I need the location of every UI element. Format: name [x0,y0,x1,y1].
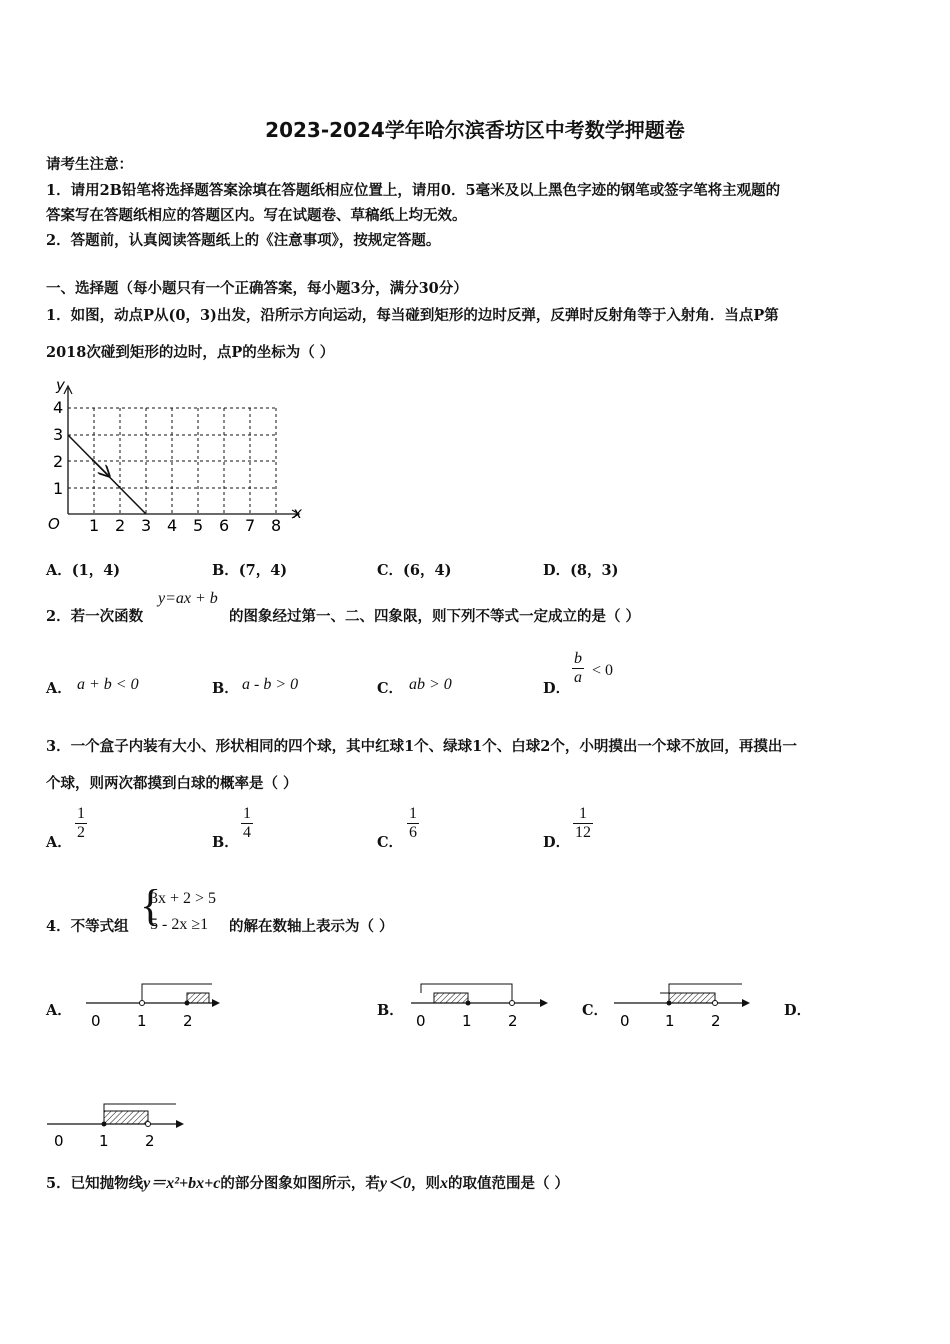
q3-b-num: 1 [243,805,251,822]
q3-d-den: 12 [575,824,591,841]
q1-stem-line2: 2018次碰到矩形的边时，点P的坐标为（ ） [46,344,335,361]
q2-option-c-label[interactable]: C． [377,680,404,697]
q1-y-label: y [56,376,65,394]
q4-d-tick-0: 0 [54,1132,64,1150]
notice-item-2: 2．答题前，认真阅读答题纸上的《注意事项》，按规定答题。 [46,232,441,249]
q1-x-tick: 6 [219,516,230,535]
q1-y-tick: 3 [53,425,64,444]
q4-a-tick-0: 0 [91,1012,101,1030]
q4-ineq-2: 5 - 2x ≥1 [150,916,209,933]
q3-c-den: 6 [409,824,417,841]
q5-stem [46,1170,569,1193]
q1-x-tick: 4 [167,516,178,535]
q3-option-b-label[interactable]: B． [212,834,239,851]
q5-middle: 的部分图象如图所示，若 [220,1175,380,1192]
q3-stem-line2: 个球，则两次都摸到白球的概率是（ ） [46,775,298,792]
q3-stem-line1: 3．一个盒子内装有大小、形状相同的四个球，其中红球1个、绿球1个、白球2个，小明摸出一个球不放回，再摸出一 [46,738,797,755]
q4-option-a-label[interactable]: A． [46,1002,72,1019]
q4-d-tick-2: 2 [145,1132,155,1150]
q1-x-tick: 5 [193,516,204,535]
q4-ineq-1: 3x + 2 > 5 [150,890,217,907]
q1-x-tick: 1 [89,516,100,535]
q1-option-a[interactable]: A．(1，4) [46,562,121,579]
q2-option-b-label[interactable]: B． [212,680,239,697]
q3-option-c-label[interactable]: C． [377,834,404,851]
q1-x-tick: 8 [271,516,282,535]
q2-d-denominator: a [574,669,582,686]
q4-d-tick-1: 1 [99,1132,109,1150]
q3-a-den: 2 [77,824,85,841]
q4-c-tick-0: 0 [620,1012,630,1030]
page-title: 2023-2024学年哈尔滨香坊区中考数学押题卷 [265,118,685,142]
q4-d-number-line[interactable] [47,1104,184,1150]
q1-y-tick: 2 [53,452,64,471]
q5-suffix: 的取值范围是（ ） [447,1175,570,1192]
q4-b-number-line[interactable] [411,984,548,1030]
q5-condition: y＜0 [379,1175,411,1192]
q1-origin-label: O [48,515,60,533]
q1-stem-line1: 1．如图，动点P从(0，3)出发，沿所示方向运动，每当碰到矩形的边时反弹，反弹时反射角等于入射角．当点P第 [46,307,779,324]
q3-c-num: 1 [409,805,417,822]
q5-function: y＝x²+bx+c [143,1175,221,1192]
q5-prefix: 5．已知抛物线 [46,1175,144,1192]
q3-option-d-label[interactable]: D． [543,834,571,851]
q4-a-tick-1: 1 [137,1012,147,1030]
q3-a-num: 1 [77,805,85,822]
q2-option-b[interactable]: a - b > 0 [242,676,299,693]
notice-heading: 请考生注意： [46,156,133,173]
notice-item-1a: 1．请用2B铅笔将选择题答案涂填在答题纸相应位置上，请用0．5毫米及以上黑色字迹的钢笔或签字笔将主观题的 [46,182,781,199]
q4-option-d-label[interactable]: D． [784,1002,812,1019]
q3-d-num: 1 [579,805,587,822]
q4-option-b-label[interactable]: B． [377,1002,404,1019]
section-heading: 一、选择题（每小题只有一个正确答案，每小题3分，满分30分） [46,280,468,297]
q2-d-numerator: b [574,650,582,667]
q4-stem-prefix: 4．不等式组 [46,918,129,935]
q5-variable: x [439,1175,448,1192]
q4-c-tick-1: 1 [665,1012,675,1030]
q4-option-c-label[interactable]: C． [582,1002,609,1019]
q2-option-d-rest[interactable]: < 0 [592,662,614,679]
q4-b-tick-1: 1 [462,1012,472,1030]
q1-option-d[interactable]: D．(8，3) [543,562,619,579]
q4-stem-suffix: 的解在数轴上表示为（ ） [229,918,394,935]
q2-option-d-label[interactable]: D． [543,680,571,697]
q2-option-a-label[interactable]: A． [46,680,72,697]
q3-b-den: 4 [243,824,251,841]
q2-function: y=ax + b [158,590,218,607]
q4-a-number-line[interactable] [86,984,220,1030]
q4-b-tick-0: 0 [416,1012,426,1030]
q2-stem-prefix: 2．若一次函数 [46,608,144,625]
q2-option-c[interactable]: ab > 0 [409,676,452,693]
q4-c-tick-2: 2 [711,1012,721,1030]
q1-y-tick: 1 [53,479,64,498]
q5-middle2: ，则 [410,1175,440,1192]
notice-item-1b: 答案写在答题纸相应的答题区内。写在试题卷、草稿纸上均无效。 [46,207,467,224]
q1-option-c[interactable]: C．(6，4) [377,562,452,579]
q1-y-tick: 4 [53,398,64,417]
q4-c-number-line[interactable] [614,984,750,1030]
q2-stem-suffix: 的图象经过第一、二、四象限，则下列不等式一定成立的是（ ） [229,608,641,625]
q4-a-tick-2: 2 [183,1012,193,1030]
q1-x-tick: 3 [141,516,152,535]
q1-x-tick: 2 [115,516,126,535]
q4-brace: { [140,881,162,930]
q2-option-a[interactable]: a + b < 0 [77,676,139,693]
q1-option-b[interactable]: B．(7，4) [212,562,288,579]
q1-x-tick: 7 [245,516,256,535]
q3-option-a-label[interactable]: A． [46,834,72,851]
q1-x-label: x [293,504,302,522]
q4-b-tick-2: 2 [508,1012,518,1030]
